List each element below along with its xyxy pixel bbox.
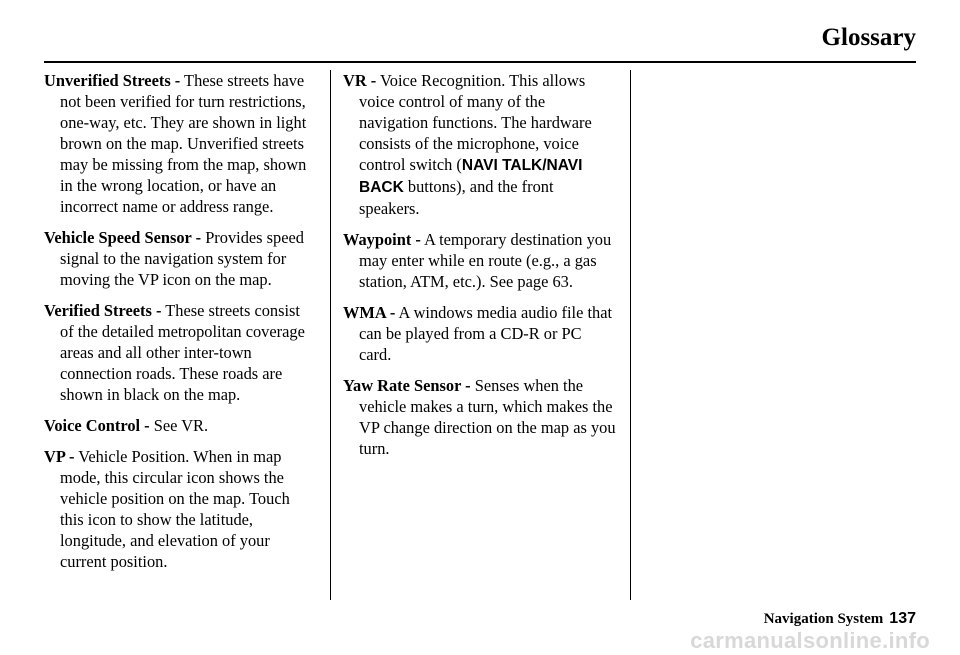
glossary-term: Yaw Rate Sensor - xyxy=(343,376,471,395)
glossary-column-left xyxy=(44,70,314,582)
glossary-column-middle xyxy=(343,70,616,469)
column-divider xyxy=(630,70,631,600)
glossary-definition: Vehicle Position. When in map mode, this circular icon shows the vehicle position on the map. Touch this icon to show the latitude, longitude, and elevation of your current position. xyxy=(60,447,290,571)
glossary-entry-yaw-rate-sensor xyxy=(343,375,616,459)
glossary-entry-waypoint xyxy=(343,229,616,292)
page-title: Glossary xyxy=(821,24,916,51)
watermark: carmanualsonline.info xyxy=(690,628,930,653)
glossary-term: Unverified Streets - xyxy=(44,71,181,90)
glossary-entry-vr xyxy=(343,70,616,219)
glossary-term: WMA - xyxy=(343,303,396,322)
glossary-term: VR - xyxy=(343,71,377,90)
glossary-definition: A windows media audio file that can be played from a CD-R or PC card. xyxy=(359,303,613,364)
navi-talk-navi-back-button-label: NAVI TALK/NAVI BACK xyxy=(359,157,583,196)
glossary-entry-verified-streets xyxy=(44,300,314,405)
glossary-entry-unverified-streets xyxy=(44,70,314,217)
footer-section-title: Navigation System xyxy=(763,611,884,627)
glossary-term: Vehicle Speed Sensor - xyxy=(44,228,202,247)
glossary-definition: These streets have not been verified for turn restrictions, one-way, etc. They are shown in light brown on the map. Unverified streets may be missing from the map, shown in the wrong location, or have an incorrect name or address range. xyxy=(60,71,307,216)
header-rule xyxy=(44,61,916,63)
glossary-definition: buttons), and the front speakers. xyxy=(359,177,554,218)
glossary-term: VP - xyxy=(44,447,75,466)
glossary-term: Verified Streets - xyxy=(44,301,162,320)
glossary-definition: See VR. xyxy=(149,416,209,435)
glossary-definition: Voice Recognition. This allows voice control of many of the navigation functions. The hardware consists of the microphone, voice control switch ( xyxy=(359,71,592,174)
page-footer xyxy=(764,610,916,628)
glossary-entry-wma xyxy=(343,302,616,365)
glossary-entry-voice-control xyxy=(44,415,314,436)
glossary-term: Voice Control - xyxy=(44,416,150,435)
glossary-definition: Senses when the vehicle makes a turn, which makes the VP change direction on the map as you turn. xyxy=(359,376,616,458)
glossary-definition: These streets consist of the detailed metropolitan coverage areas and all other inter-town connection roads. These roads are shown in black on the map. xyxy=(60,301,305,404)
page-number: 137 xyxy=(889,610,916,627)
glossary-definition: Provides speed signal to the navigation system for moving the VP icon on the map. xyxy=(60,228,304,289)
column-divider xyxy=(330,70,331,600)
glossary-entry-vp xyxy=(44,446,314,572)
glossary-entry-vehicle-speed-sensor xyxy=(44,227,314,290)
glossary-definition: A temporary destination you may enter while en route (e.g., a gas station, ATM, etc.). See page 63. xyxy=(359,230,612,291)
glossary-term: Waypoint - xyxy=(343,230,421,249)
